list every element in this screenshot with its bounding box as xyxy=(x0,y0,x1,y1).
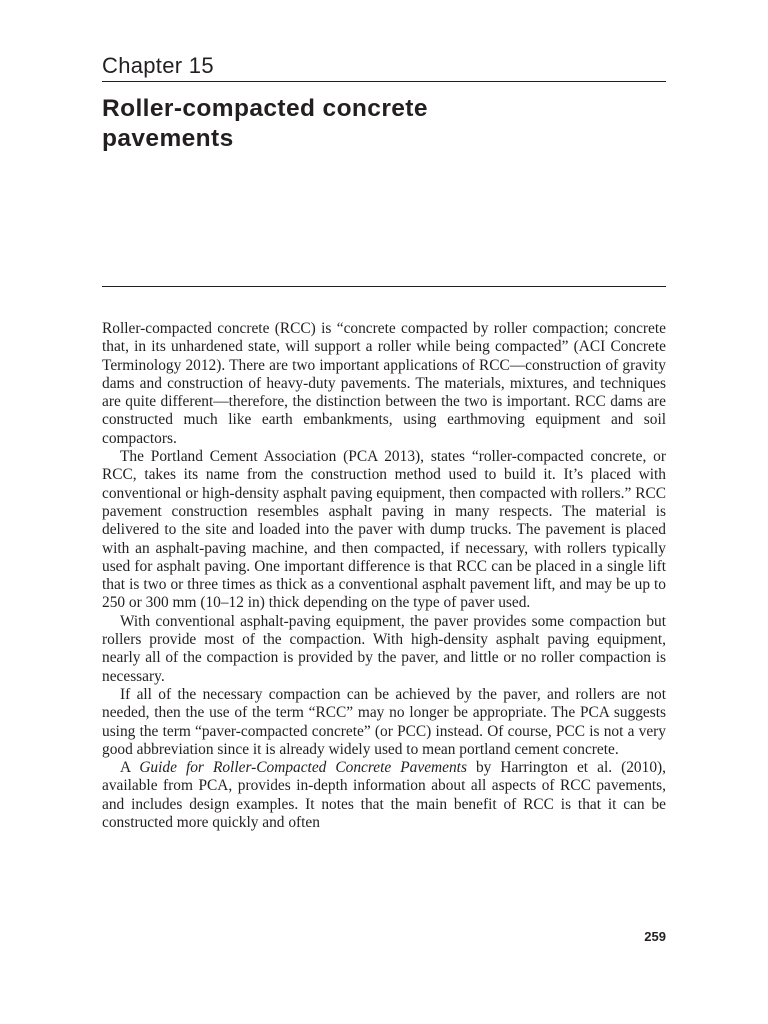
paragraph-2: The Portland Cement Association (PCA 2013), states “roller-compacted concrete, or RCC, takes its name from the construction method used to build it. It’s placed with conventional or high-density asphalt paving equipment, then compacted with rollers.” RCC pavement construction resembles asphalt paving in many respects. The material is delivered to the site and loaded into the paver with dump trucks. The pavement is placed with an asphalt-paving machine, and then compacted, if necessary, with rollers typically used for asphalt paving. One important difference is that RCC can be placed in a single lift that is two or three times as thick as a conventional asphalt pavement lift, and may be up to 250 or 300 mm (10–12 in) thick depending on the type of paver used. xyxy=(102,448,666,612)
chapter-title-line-1: Roller-compacted concrete xyxy=(102,95,428,122)
paragraph-5 xyxy=(102,759,666,832)
top-divider xyxy=(102,81,666,82)
paragraph-3: With conventional asphalt-paving equipment, the paver provides some compaction but rollers provide most of the compaction. With high-density asphalt paving equipment, nearly all of the compaction is provided by the paver, and little or no roller compaction is necessary. xyxy=(102,612,666,685)
book-title-reference: Guide for Roller-Compacted Concrete Pavements xyxy=(139,759,467,777)
bottom-divider xyxy=(102,286,666,287)
paragraph-1: Roller-compacted concrete (RCC) is “concrete compacted by roller compaction; concrete that, in its unhardened state, will support a roller while being compacted” (ACI Concrete Terminology 2012). There are two important applications of RCC—construction of gravity dams and construction of heavy-duty pavements. The materials, mixtures, and techniques are quite different—therefore, the distinction between the two is important. RCC dams are constructed much like earth embankments, using earthmoving equipment and soil compactors. xyxy=(102,320,666,447)
paragraph-5-start: A xyxy=(120,759,140,777)
chapter-number: Chapter 15 xyxy=(102,53,214,78)
page-number: 259 xyxy=(644,929,666,944)
chapter-title xyxy=(102,94,666,154)
paragraph-5-rest: by Harrington et al. (2010), available from PCA, provides in-depth information about all aspects of RCC pavements, and includes design examples. It notes that the main benefit of RCC is that it can be constructed more quickly and often xyxy=(102,759,666,832)
body-text xyxy=(102,320,666,832)
paragraph-4: If all of the necessary compaction can be achieved by the paver, and rollers are not needed, then the use of the term “RCC” may no longer be appropriate. The PCA suggests using the term “paver-compacted concrete” (or PCC) instead. Of course, PCC is not a very good abbreviation since it is already widely used to mean portland cement concrete. xyxy=(102,685,666,758)
chapter-title-line-2: pavements xyxy=(102,125,234,152)
